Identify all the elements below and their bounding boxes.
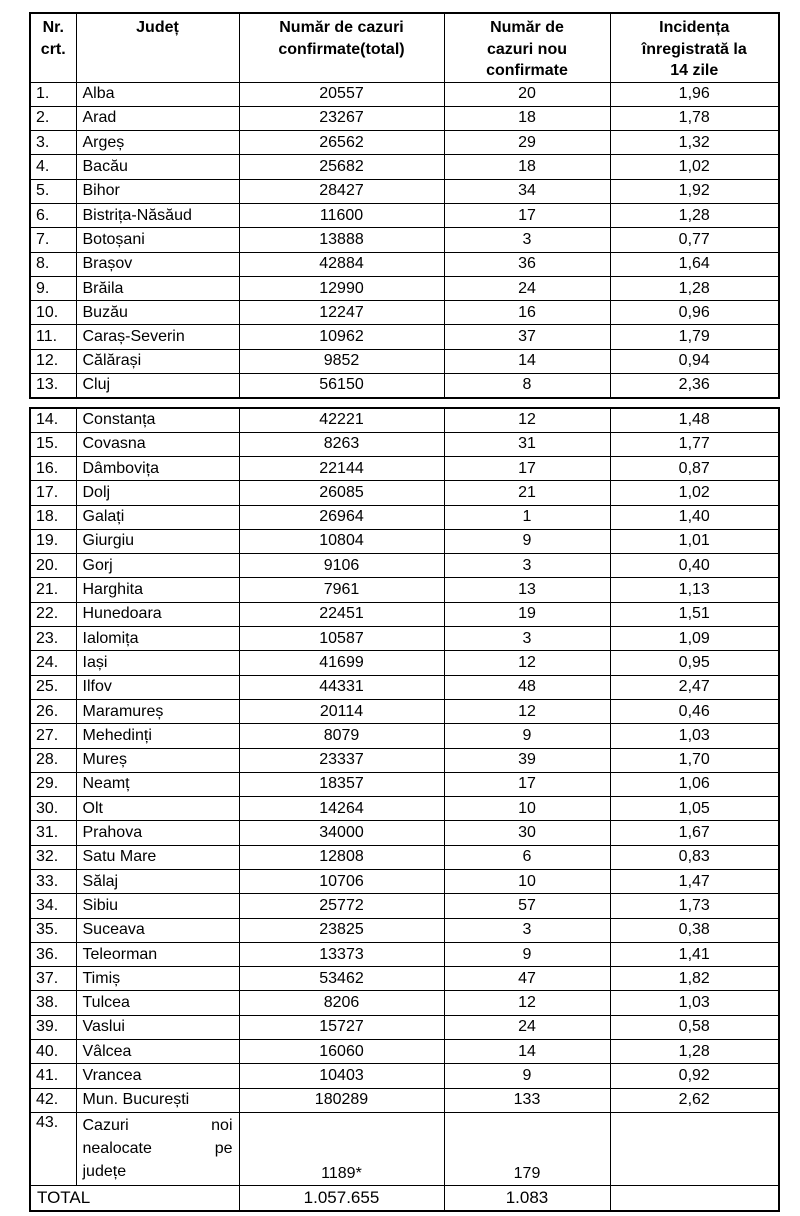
cell-incidence: 0,58 <box>610 1015 779 1039</box>
cell-nr: 6. <box>30 203 76 227</box>
cell-total-confirmed: 42884 <box>239 252 444 276</box>
cell-total-confirmed: 20114 <box>239 699 444 723</box>
table-row <box>30 845 779 869</box>
cell-nr: 1. <box>30 82 76 106</box>
header-line: 14 zile <box>670 62 719 79</box>
cell-new-confirmed: 48 <box>444 675 610 699</box>
cell-total-confirmed: 180289 <box>239 1088 444 1112</box>
cell-new-confirmed: 14 <box>444 349 610 373</box>
table-body-part-2 <box>30 408 779 1113</box>
cell-new-confirmed: 24 <box>444 1015 610 1039</box>
cell-incidence: 2,47 <box>610 675 779 699</box>
table-row <box>30 554 779 578</box>
cell-judet: Timiș <box>76 967 239 991</box>
cell-nr: 33. <box>30 870 76 894</box>
cell-judet: Botoșani <box>76 228 239 252</box>
cell-nr: 26. <box>30 699 76 723</box>
cell-total-confirmed: 12247 <box>239 301 444 325</box>
header-line: cazuri nou <box>486 40 567 58</box>
cell-incidence: 0,96 <box>610 301 779 325</box>
cell-new-confirmed: 12 <box>444 651 610 675</box>
cell-nr: 7. <box>30 228 76 252</box>
col-header-total <box>239 13 444 82</box>
cell-judet: Sălaj <box>76 870 239 894</box>
cell-incidence <box>610 1185 779 1211</box>
cell-judet: Maramureș <box>76 699 239 723</box>
cell-new-confirmed: 29 <box>444 131 610 155</box>
cell-new-confirmed: 179 <box>444 1112 610 1185</box>
cell-new-confirmed: 3 <box>444 918 610 942</box>
table-row <box>30 651 779 675</box>
cell-judet: Călărași <box>76 349 239 373</box>
cell-judet: Arad <box>76 106 239 130</box>
cell-incidence: 0,38 <box>610 918 779 942</box>
cell-incidence: 1,02 <box>610 481 779 505</box>
cell-judet: Ilfov <box>76 675 239 699</box>
cell-total-confirmed: 56150 <box>239 374 444 398</box>
cell-nr: 19. <box>30 529 76 553</box>
table-row <box>30 602 779 626</box>
cell-total-confirmed: 10962 <box>239 325 444 349</box>
cell-new-confirmed: 9 <box>444 529 610 553</box>
table-row <box>30 1064 779 1088</box>
cell-nr: 15. <box>30 432 76 456</box>
table-row <box>30 505 779 529</box>
label-line <box>83 1160 233 1183</box>
cell-incidence: 1,05 <box>610 797 779 821</box>
cell-incidence: 1,28 <box>610 276 779 300</box>
table-row <box>30 432 779 456</box>
table-row <box>30 627 779 651</box>
cell-incidence: 1,03 <box>610 724 779 748</box>
cell-judet: Covasna <box>76 432 239 456</box>
cell-nr: 16. <box>30 456 76 480</box>
county-cases-table-wrap <box>29 12 778 1212</box>
table-row <box>30 1015 779 1039</box>
cell-new-confirmed: 39 <box>444 748 610 772</box>
header-line: crt. <box>40 40 66 58</box>
label-word: pe <box>214 1139 233 1157</box>
cell-judet: Hunedoara <box>76 602 239 626</box>
cell-nr: 34. <box>30 894 76 918</box>
table-row <box>30 82 779 106</box>
cell-new-confirmed: 17 <box>444 203 610 227</box>
county-cases-table-part-2 <box>29 407 780 1213</box>
cell-incidence: 1,64 <box>610 252 779 276</box>
table-row <box>30 301 779 325</box>
cell-new-confirmed: 18 <box>444 155 610 179</box>
label-word: nealocate <box>82 1139 152 1157</box>
total-row <box>30 1185 779 1211</box>
cell-incidence: 1,96 <box>610 82 779 106</box>
cell-new-confirmed: 3 <box>444 627 610 651</box>
cell-total-confirmed: 42221 <box>239 408 444 432</box>
header-line: Incidența <box>659 19 730 36</box>
header-line: Județ <box>136 19 179 36</box>
table-row <box>30 724 779 748</box>
cell-judet: Constanța <box>76 408 239 432</box>
cell-nr: 35. <box>30 918 76 942</box>
cell-incidence: 1,28 <box>610 203 779 227</box>
cell-total-confirmed: 15727 <box>239 1015 444 1039</box>
cell-total-confirmed: 8079 <box>239 724 444 748</box>
cell-incidence: 0,95 <box>610 651 779 675</box>
table-row <box>30 578 779 602</box>
cell-total-confirmed: 10403 <box>239 1064 444 1088</box>
cell-new-confirmed: 3 <box>444 554 610 578</box>
cell-total-confirmed: 28427 <box>239 179 444 203</box>
table-row <box>30 325 779 349</box>
table-row <box>30 529 779 553</box>
cell-judet: Vâlcea <box>76 1040 239 1064</box>
cell-new-confirmed: 9 <box>444 724 610 748</box>
cell-incidence: 1,78 <box>610 106 779 130</box>
cell-judet: Galați <box>76 505 239 529</box>
cell-judet: Gorj <box>76 554 239 578</box>
cell-new-confirmed: 17 <box>444 772 610 796</box>
cell-incidence: 1,48 <box>610 408 779 432</box>
cell-nr: 23. <box>30 627 76 651</box>
cell-judet: Vrancea <box>76 1064 239 1088</box>
cell-total-confirmed: 18357 <box>239 772 444 796</box>
cell-incidence: 0,87 <box>610 456 779 480</box>
cell-total-confirmed: 22144 <box>239 456 444 480</box>
cell-nr: 36. <box>30 942 76 966</box>
table-row <box>30 349 779 373</box>
cell-nr: 39. <box>30 1015 76 1039</box>
cell-judet: Teleorman <box>76 942 239 966</box>
cell-nr: 18. <box>30 505 76 529</box>
cell-nr: 17. <box>30 481 76 505</box>
col-header-judet <box>76 13 239 82</box>
cell-nr: 30. <box>30 797 76 821</box>
cell-judet: Suceava <box>76 918 239 942</box>
cell-new-confirmed: 34 <box>444 179 610 203</box>
cell-judet: Bacău <box>76 155 239 179</box>
county-cases-table-part-1 <box>29 12 780 399</box>
cell-judet: Neamț <box>76 772 239 796</box>
cell-judet: Satu Mare <box>76 845 239 869</box>
cell-judet: Mehedinți <box>76 724 239 748</box>
cell-judet: Cluj <box>76 374 239 398</box>
table-row <box>30 276 779 300</box>
cell-judet: Iași <box>76 651 239 675</box>
header-line: Nr. <box>42 19 64 36</box>
cell-total-confirmed: 9852 <box>239 349 444 373</box>
cell-new-confirmed: 12 <box>444 408 610 432</box>
table-row <box>30 1040 779 1064</box>
cell-new-confirmed: 31 <box>444 432 610 456</box>
table-row <box>30 203 779 227</box>
cell-incidence: 1,67 <box>610 821 779 845</box>
cell-judet: Buzău <box>76 301 239 325</box>
table-row <box>30 991 779 1015</box>
cell-total-confirmed: 10706 <box>239 870 444 894</box>
cell-nr: 29. <box>30 772 76 796</box>
label-word: noi <box>211 1116 233 1134</box>
cell-new-confirmed: 9 <box>444 942 610 966</box>
cell-incidence: 1,70 <box>610 748 779 772</box>
table-header <box>30 13 779 82</box>
cell-nr: 25. <box>30 675 76 699</box>
table-row <box>30 1088 779 1112</box>
cell-incidence: 0,46 <box>610 699 779 723</box>
cell-total-confirmed: 1.057.655 <box>239 1185 444 1211</box>
cell-incidence: 1,09 <box>610 627 779 651</box>
cell-incidence: 0,94 <box>610 349 779 373</box>
cell-new-confirmed: 1.083 <box>444 1185 610 1211</box>
header-line: confirmate <box>486 62 568 79</box>
table-row <box>30 870 779 894</box>
cell-incidence: 1,79 <box>610 325 779 349</box>
cell-nr: 40. <box>30 1040 76 1064</box>
cell-judet: Dolj <box>76 481 239 505</box>
cell-new-confirmed: 3 <box>444 228 610 252</box>
cell-nr: 42. <box>30 1088 76 1112</box>
table-row <box>30 481 779 505</box>
cell-nr: 2. <box>30 106 76 130</box>
cell-incidence: 1,40 <box>610 505 779 529</box>
cell-incidence: 1,77 <box>610 432 779 456</box>
cell-incidence <box>610 1112 779 1185</box>
cell-nr: 32. <box>30 845 76 869</box>
cell-total-confirmed: 8263 <box>239 432 444 456</box>
cell-new-confirmed: 16 <box>444 301 610 325</box>
cell-nr: 4. <box>30 155 76 179</box>
cell-incidence: 1,06 <box>610 772 779 796</box>
cell-judet: Brăila <box>76 276 239 300</box>
table-row <box>30 772 779 796</box>
cell-incidence: 1,13 <box>610 578 779 602</box>
cell-incidence: 1,28 <box>610 1040 779 1064</box>
cell-total-confirmed: 13888 <box>239 228 444 252</box>
cell-new-confirmed: 10 <box>444 870 610 894</box>
cell-total-confirmed: 1189* <box>239 1112 444 1185</box>
cell-total-confirmed: 9106 <box>239 554 444 578</box>
cell-total-confirmed: 25682 <box>239 155 444 179</box>
cell-judet: Prahova <box>76 821 239 845</box>
cell-total-confirmed: 25772 <box>239 894 444 918</box>
cell-new-confirmed: 18 <box>444 106 610 130</box>
col-header-incidence <box>610 13 779 82</box>
cell-incidence: 1,92 <box>610 179 779 203</box>
cell-total-confirmed: 10587 <box>239 627 444 651</box>
cell-incidence: 1,02 <box>610 155 779 179</box>
header-line: Număr de cazuri <box>279 19 404 36</box>
cell-nr: 14. <box>30 408 76 432</box>
table-body-part-1 <box>30 82 779 398</box>
table-row <box>30 918 779 942</box>
cell-incidence: 0,83 <box>610 845 779 869</box>
table-row <box>30 797 779 821</box>
table-row <box>30 228 779 252</box>
col-header-nr <box>30 13 76 82</box>
cell-total-confirmed: 20557 <box>239 82 444 106</box>
cell-new-confirmed: 24 <box>444 276 610 300</box>
cell-total-confirmed: 53462 <box>239 967 444 991</box>
cell-incidence: 2,36 <box>610 374 779 398</box>
cell-total-confirmed: 44331 <box>239 675 444 699</box>
cell-nr: 3. <box>30 131 76 155</box>
cell-new-confirmed: 37 <box>444 325 610 349</box>
cell-judet: Tulcea <box>76 991 239 1015</box>
cell-nr: 5. <box>30 179 76 203</box>
table-row <box>30 821 779 845</box>
cell-nr: 27. <box>30 724 76 748</box>
cell-judet: Giurgiu <box>76 529 239 553</box>
cell-total-confirmed: 34000 <box>239 821 444 845</box>
cell-nr: 13. <box>30 374 76 398</box>
header-line: confirmate(total) <box>278 40 405 58</box>
cell-new-confirmed: 17 <box>444 456 610 480</box>
cell-new-confirmed: 6 <box>444 845 610 869</box>
header-row <box>30 13 779 82</box>
table-row <box>30 131 779 155</box>
cell-total-confirmed: 8206 <box>239 991 444 1015</box>
cell-total-confirmed: 10804 <box>239 529 444 553</box>
table-row <box>30 967 779 991</box>
cell-total-confirmed: 22451 <box>239 602 444 626</box>
cell-nr: 24. <box>30 651 76 675</box>
cell-incidence: 0,77 <box>610 228 779 252</box>
col-header-new <box>444 13 610 82</box>
cell-judet: Bihor <box>76 179 239 203</box>
cell-nr: 22. <box>30 602 76 626</box>
cell-nr: 9. <box>30 276 76 300</box>
cell-total-confirmed: 11600 <box>239 203 444 227</box>
cell-new-confirmed: 30 <box>444 821 610 845</box>
cell-new-confirmed: 9 <box>444 1064 610 1088</box>
cell-judet: Caraș-Severin <box>76 325 239 349</box>
cell-judet: Sibiu <box>76 894 239 918</box>
cell-new-confirmed: 36 <box>444 252 610 276</box>
table-row <box>30 252 779 276</box>
cell-new-confirmed: 133 <box>444 1088 610 1112</box>
header-line: înregistrată la <box>641 40 747 58</box>
cell-new-confirmed: 21 <box>444 481 610 505</box>
label-line <box>83 1137 233 1160</box>
header-line: Număr de <box>490 19 564 36</box>
cell-incidence: 0,92 <box>610 1064 779 1088</box>
cell-total-confirmed: 23267 <box>239 106 444 130</box>
cell-new-confirmed: 8 <box>444 374 610 398</box>
table-footer-rows <box>30 1112 779 1211</box>
cell-nr: 38. <box>30 991 76 1015</box>
cell-total-confirmed: 41699 <box>239 651 444 675</box>
label-word: Cazuri <box>82 1116 129 1134</box>
cell-judet: Vaslui <box>76 1015 239 1039</box>
cell-judet: Mureș <box>76 748 239 772</box>
cell-nr: 10. <box>30 301 76 325</box>
table-row <box>30 456 779 480</box>
cell-total-confirmed: 12808 <box>239 845 444 869</box>
cell-new-confirmed: 12 <box>444 991 610 1015</box>
cell-new-confirmed: 10 <box>444 797 610 821</box>
cell-nr: 37. <box>30 967 76 991</box>
table-row <box>30 942 779 966</box>
cell-total-confirmed: 7961 <box>239 578 444 602</box>
cell-judet: Olt <box>76 797 239 821</box>
cell-judet: Brașov <box>76 252 239 276</box>
cell-nr: 43. <box>30 1112 76 1185</box>
unallocated-label <box>76 1112 239 1185</box>
cell-new-confirmed: 13 <box>444 578 610 602</box>
table-row <box>30 894 779 918</box>
total-label: TOTAL <box>30 1185 239 1211</box>
cell-total-confirmed: 14264 <box>239 797 444 821</box>
cell-nr: 21. <box>30 578 76 602</box>
cell-incidence: 1,82 <box>610 967 779 991</box>
cell-incidence: 1,01 <box>610 529 779 553</box>
cell-nr: 20. <box>30 554 76 578</box>
table-row <box>30 699 779 723</box>
cell-new-confirmed: 20 <box>444 82 610 106</box>
cell-incidence: 2,62 <box>610 1088 779 1112</box>
cell-total-confirmed: 26562 <box>239 131 444 155</box>
cell-new-confirmed: 47 <box>444 967 610 991</box>
cell-nr: 41. <box>30 1064 76 1088</box>
table-row <box>30 748 779 772</box>
cell-judet: Dâmbovița <box>76 456 239 480</box>
table-row <box>30 155 779 179</box>
cell-nr: 31. <box>30 821 76 845</box>
cell-judet: Harghita <box>76 578 239 602</box>
table-row <box>30 408 779 432</box>
cell-new-confirmed: 1 <box>444 505 610 529</box>
cell-incidence: 1,73 <box>610 894 779 918</box>
table-row <box>30 374 779 398</box>
cell-judet: Alba <box>76 82 239 106</box>
cell-total-confirmed: 23825 <box>239 918 444 942</box>
cell-judet: Mun. București <box>76 1088 239 1112</box>
cell-total-confirmed: 26085 <box>239 481 444 505</box>
cell-total-confirmed: 12990 <box>239 276 444 300</box>
cell-total-confirmed: 23337 <box>239 748 444 772</box>
label-line <box>83 1114 233 1137</box>
cell-judet: Ialomița <box>76 627 239 651</box>
cell-incidence: 1,03 <box>610 991 779 1015</box>
cell-incidence: 1,47 <box>610 870 779 894</box>
table-row <box>30 675 779 699</box>
table-row <box>30 179 779 203</box>
cell-incidence: 0,40 <box>610 554 779 578</box>
cell-new-confirmed: 12 <box>444 699 610 723</box>
cell-incidence: 1,41 <box>610 942 779 966</box>
cell-judet: Bistrița-Năsăud <box>76 203 239 227</box>
cell-total-confirmed: 13373 <box>239 942 444 966</box>
unallocated-row <box>30 1112 779 1185</box>
cell-nr: 12. <box>30 349 76 373</box>
cell-new-confirmed: 57 <box>444 894 610 918</box>
cell-total-confirmed: 16060 <box>239 1040 444 1064</box>
label-word: județe <box>82 1162 127 1180</box>
cell-nr: 11. <box>30 325 76 349</box>
cell-new-confirmed: 19 <box>444 602 610 626</box>
cell-incidence: 1,32 <box>610 131 779 155</box>
cell-judet: Argeș <box>76 131 239 155</box>
cell-total-confirmed: 26964 <box>239 505 444 529</box>
cell-nr: 8. <box>30 252 76 276</box>
table-row <box>30 106 779 130</box>
cell-new-confirmed: 14 <box>444 1040 610 1064</box>
cell-nr: 28. <box>30 748 76 772</box>
cell-incidence: 1,51 <box>610 602 779 626</box>
